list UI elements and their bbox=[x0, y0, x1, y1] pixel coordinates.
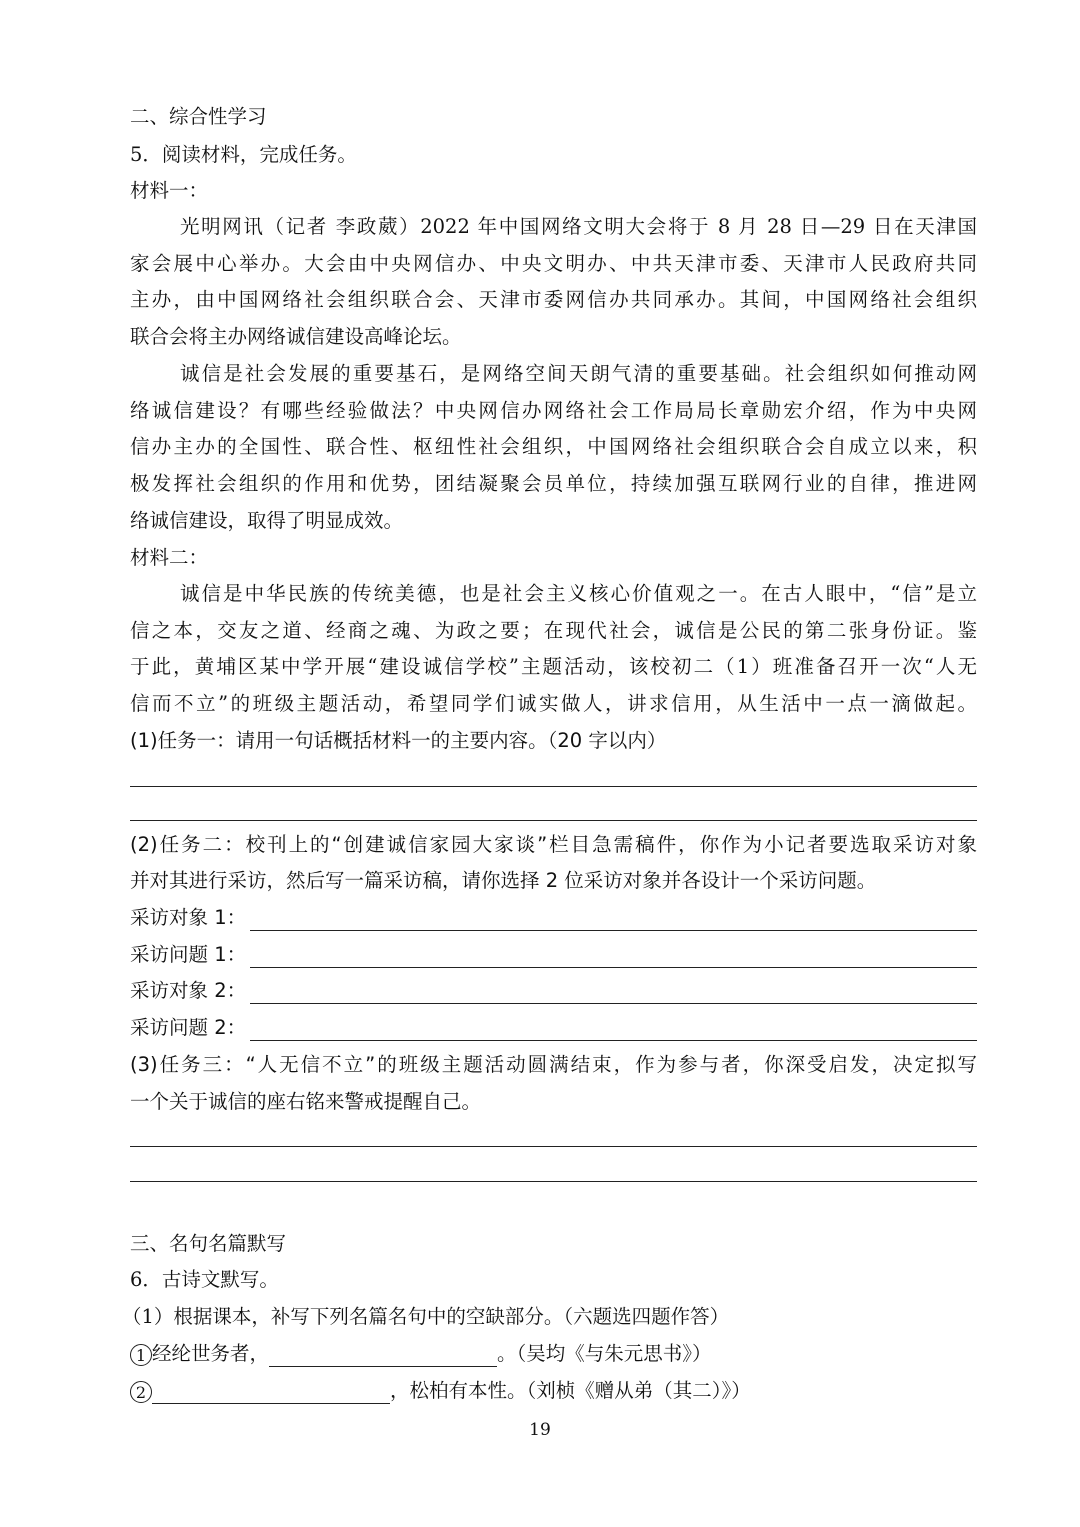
blank-line[interactable] bbox=[269, 1346, 497, 1367]
material-1-line: 光明网讯（记者 李政葳）2022 年中国网络文明大会将于 8 月 28 日—29 日在天津国 bbox=[180, 215, 977, 238]
material-1-line: 诚信是社会发展的重要基石，是网络空间天朗气清的重要基础。社会组织如何推动网 bbox=[180, 362, 977, 385]
item-text-after: 。（吴均《与朱元思书》） bbox=[497, 1342, 712, 1365]
circled-number: 1 bbox=[130, 1344, 152, 1366]
material-1-label: 材料一： bbox=[130, 179, 209, 202]
blank-line[interactable] bbox=[250, 983, 977, 1004]
material-2-line: 信而不立”的班级主题活动，希望同学们诚实做人，讲求信用，从生活中一点一滴做起。 bbox=[130, 692, 977, 715]
field-label: 采访问题 1： bbox=[130, 943, 247, 966]
material-1-line: 信办主办的全国性、联合性、枢纽性社会组织，中国网络社会组织联合会自成立以来，积 bbox=[130, 435, 977, 458]
blank-line[interactable] bbox=[250, 947, 977, 968]
section-title: 三、名句名篇默写 bbox=[130, 1232, 287, 1255]
material-2-line: 诚信是中华民族的传统美德，也是社会主义核心价值观之一。在古人眼中，“信”是立 bbox=[180, 582, 977, 605]
section-title: 二、综合性学习 bbox=[130, 105, 267, 128]
interviewee-2-field[interactable] bbox=[130, 978, 977, 1004]
material-1-line: 极发挥社会组织的作用和优势，团结凝聚会员单位，持续加强互联网行业的自律，推进网 bbox=[130, 472, 977, 495]
fill-item bbox=[130, 1378, 977, 1404]
answer-line[interactable] bbox=[130, 786, 977, 787]
field-label: 采访对象 2： bbox=[130, 979, 247, 1002]
material-1-line: 络诚信建设，取得了明显成效。 bbox=[130, 509, 404, 532]
task-2-line: (2)任务二：校刊上的“创建诚信家园大家谈”栏目急需稿件，你作为小记者要选取采访对象 bbox=[130, 833, 977, 856]
interviewee-1-field[interactable] bbox=[130, 905, 977, 931]
question-6: 6．古诗文默写。 bbox=[130, 1268, 279, 1291]
answer-line[interactable] bbox=[130, 820, 977, 821]
material-1-line: 络诚信建设？有哪些经验做法？中央网信办网络社会工作局局长章勋宏介绍，作为中央网 bbox=[130, 399, 977, 422]
task-2-line: 并对其进行采访，然后写一篇采访稿，请你选择 2 位采访对象并各设计一个采访问题。 bbox=[130, 869, 877, 892]
item-text-after: ，松柏有本性。（刘桢《赠从弟（其二）》） bbox=[390, 1379, 751, 1402]
task-3-line: (3)任务三：“人无信不立”的班级主题活动圆满结束，作为参与者，你深受启发，决定拟写 bbox=[130, 1053, 977, 1076]
answer-line[interactable] bbox=[130, 1181, 977, 1182]
circled-number: 2 bbox=[130, 1381, 152, 1403]
fill-item bbox=[130, 1341, 977, 1367]
material-2-line: 信之本，交友之道、经商之魂、为政之要；在现代社会，诚信是公民的第二张身份证。鉴 bbox=[130, 619, 977, 642]
material-2-line: 于此，黄埔区某中学开展“建设诚信学校”主题活动，该校初二（1）班准备召开一次“人无 bbox=[130, 655, 977, 678]
task-3-line: 一个关于诚信的座右铭来警戒提醒自己。 bbox=[130, 1090, 482, 1113]
question-2-field[interactable] bbox=[130, 1015, 977, 1041]
page-number: 19 bbox=[529, 1420, 551, 1440]
task-1: (1)任务一：请用一句话概括材料一的主要内容。（20 字以内） bbox=[130, 729, 667, 752]
answer-line[interactable] bbox=[130, 1146, 977, 1147]
material-2-label: 材料二： bbox=[130, 546, 209, 569]
material-1-line: 主办，由中国网络社会组织联合会、天津市委网信办共同承办。其间，中国网络社会组织 bbox=[130, 288, 977, 311]
question-5: 5．阅读材料，完成任务。 bbox=[130, 143, 357, 166]
blank-line[interactable] bbox=[250, 910, 977, 931]
item-text-before: 经纶世务者， bbox=[152, 1342, 270, 1365]
blank-line[interactable] bbox=[250, 1020, 977, 1041]
material-1-line: 家会展中心举办。大会由中央网信办、中央文明办、中共天津市委、天津市人民政府共同 bbox=[130, 252, 977, 275]
field-label: 采访对象 1： bbox=[130, 906, 247, 929]
question-1-field[interactable] bbox=[130, 942, 977, 968]
field-label: 采访问题 2： bbox=[130, 1016, 247, 1039]
material-1-line: 联合会将主办网络诚信建设高峰论坛。 bbox=[130, 325, 462, 348]
question-6-1: （1）根据课本，补写下列名篇名句中的空缺部分。（六题选四题作答） bbox=[122, 1305, 730, 1328]
blank-line[interactable] bbox=[152, 1383, 390, 1404]
